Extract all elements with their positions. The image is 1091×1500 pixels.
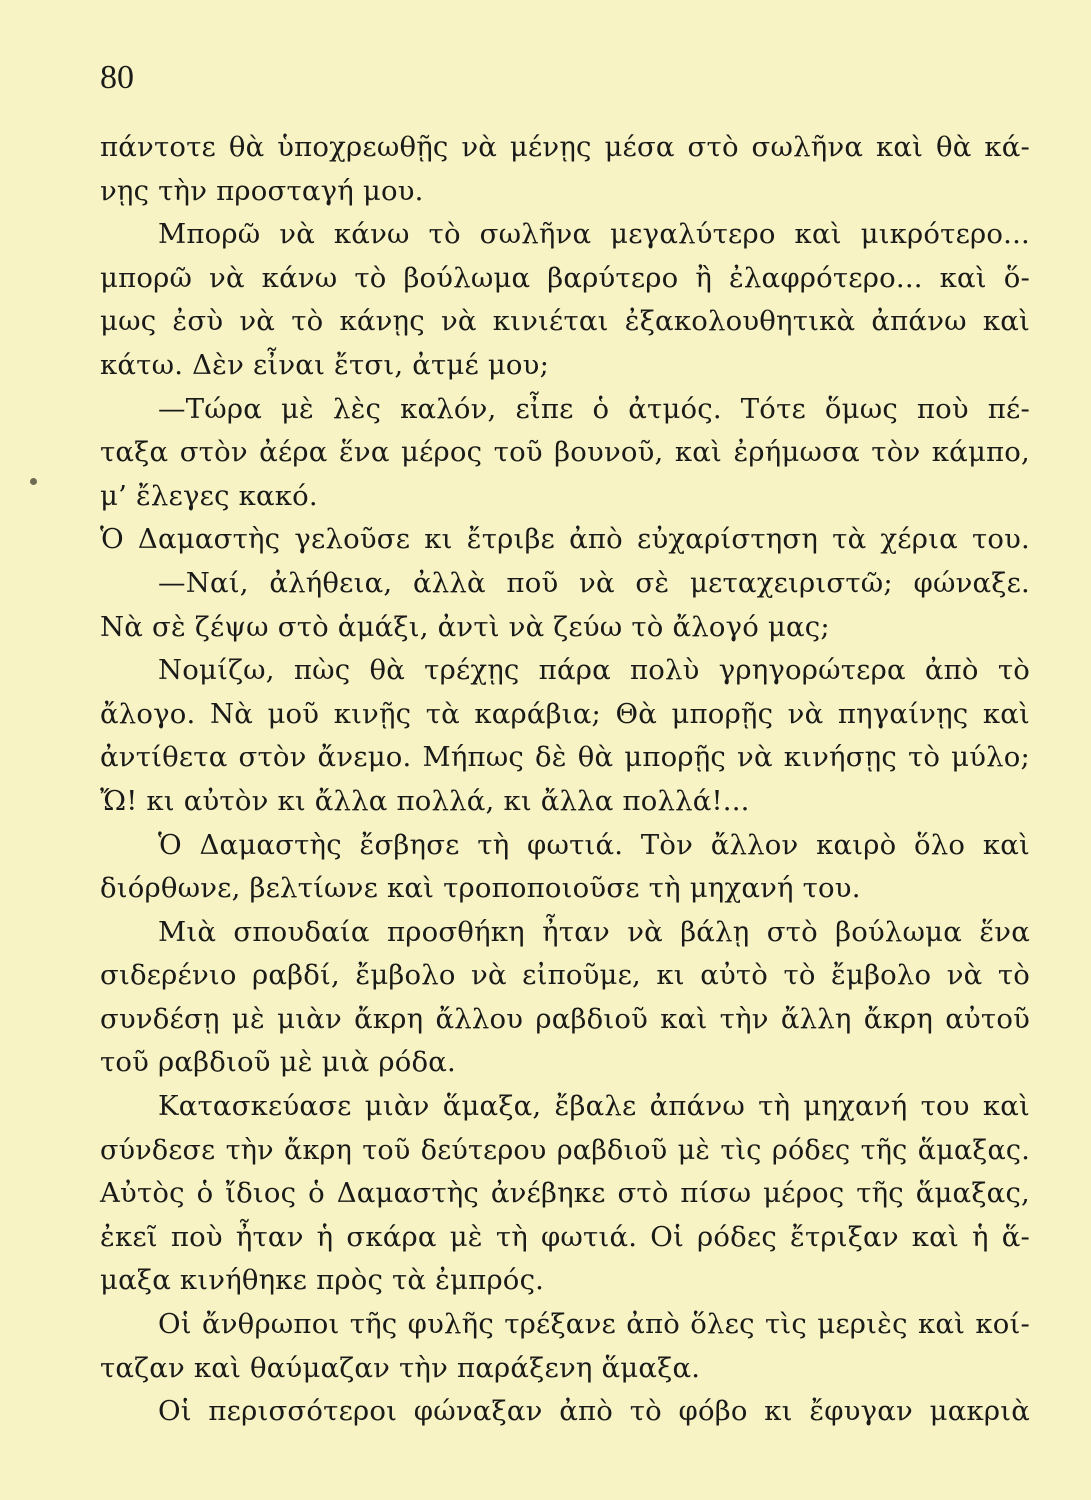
text-line: Μιὰ σπουδαία προσθήκη ἦταν νὰ βάλῃ στὸ βούλωμα ἕνα	[158, 915, 1030, 948]
text-line: Οἱ περισσότεροι φώναξαν ἀπὸ τὸ φόβο κι ἔφυγαν μακριὰ	[158, 1395, 1030, 1428]
text-line: μπορῶ νὰ κάνω τὸ βούλωμα βαρύτερο ἢ ἐλαφρότερο... καὶ ὅ-	[100, 261, 1030, 294]
text-line: Νομίζω, πὼς θὰ τρέχῃς πάρα πολὺ γρηγορώτερα ἀπὸ τὸ	[158, 654, 1030, 687]
margin-mark	[30, 478, 37, 485]
text-line: Οἱ ἄνθρωποι τῆς φυλῆς τρέξανε ἀπὸ ὅλες τὶς μεριὲς καὶ κοί-	[158, 1308, 1030, 1341]
text-line: Αὐτὸς ὁ ἴδιος ὁ Δαμαστὴς ἀνέβηκε στὸ πίσω μέρος τῆς ἅμαξας,	[100, 1177, 1030, 1210]
text-line: ταζαν καὶ θαύμαζαν τὴν παράξενη ἅμαξα.	[100, 1351, 701, 1384]
text-line: ἄλογο. Νὰ μοῦ κινῇς τὰ καράβια; Θὰ μπορῇς νὰ πηγαίνῃς καὶ	[100, 697, 1030, 730]
text-line: τοῦ ραβδιοῦ μὲ μιὰ ρόδα.	[100, 1046, 456, 1079]
text-line: μ’ ἔλεγες κακό.	[100, 479, 318, 512]
text-line: —Ναί, ἀλήθεια, ἀλλὰ ποῦ νὰ σὲ μεταχειριστῶ; φώναξε.	[158, 566, 1030, 599]
text-line: Ὤ! κι αὐτὸν κι ἄλλα πολλά, κι ἄλλα πολλά!...	[100, 784, 750, 817]
text-line: μαξα κινήθηκε πρὸς τὰ ἐμπρός.	[100, 1264, 545, 1297]
text-line: νῃς τὴν προσταγή μου.	[100, 174, 424, 207]
text-line: Ὁ Δαμαστὴς γελοῦσε κι ἔτριβε ἀπὸ εὐχαρίστηση τὰ χέρια του.	[100, 523, 1030, 556]
text-line: ταξα στὸν ἀέρα ἕνα μέρος τοῦ βουνοῦ, καὶ ἐρήμωσα τὸν κάμπο,	[100, 436, 1030, 469]
text-line: σύνδεσε τὴν ἄκρη τοῦ δεύτερου ραβδιοῦ μὲ τὶς ρόδες τῆς ἅμαξας.	[100, 1134, 1030, 1166]
text-line: Ὁ Δαμαστὴς ἔσβησε τὴ φωτιά. Τὸν ἄλλον καιρὸ ὅλο καὶ	[158, 828, 1030, 861]
text-line: ἀντίθετα στὸν ἄνεμο. Μήπως δὲ θὰ μπορῇς νὰ κινήσῃς τὸ μύλο;	[100, 741, 1030, 774]
page-number: 80	[100, 59, 134, 96]
text-line: κάτω. Δὲν εἶναι ἔτσι, ἀτμέ μου;	[100, 348, 550, 381]
text-line: ἐκεῖ ποὺ ἦταν ἡ σκάρα μὲ τὴ φωτιά. Οἱ ρόδες ἔτριξαν καὶ ἡ ἅ-	[100, 1220, 1030, 1253]
page-text	[100, 126, 1030, 1434]
text-line: Μπορῶ νὰ κάνω τὸ σωλῆνα μεγαλύτερο καὶ μικρότερο...	[158, 218, 1030, 251]
text-line: συνδέσῃ μὲ μιὰν ἄκρη ἄλλου ραβδιοῦ καὶ τὴν ἄλλη ἄκρη αὐτοῦ	[100, 1002, 1030, 1035]
text-line: Νὰ σὲ ζέψω στὸ ἁμάξι, ἀντὶ νὰ ζεύω τὸ ἄλογό μας;	[100, 610, 830, 643]
text-line: μως ἐσὺ νὰ τὸ κάνῃς νὰ κινιέται ἐξακολουθητικὰ ἀπάνω καὶ	[100, 305, 1030, 338]
text-line: σιδερένιο ραβδί, ἔμβολο νὰ εἰποῦμε, κι αὐτὸ τὸ ἔμβολο νὰ τὸ	[100, 959, 1030, 992]
text-line: πάντοτε θὰ ὑποχρεωθῇς νὰ μένῃς μέσα στὸ σωλῆνα καὶ θὰ κά-	[100, 131, 1030, 163]
text-line: —Τώρα μὲ λὲς καλόν, εἶπε ὁ ἀτμός. Τότε ὅμως ποὺ πέ-	[158, 392, 1030, 425]
text-line: διόρθωνε, βελτίωνε καὶ τροποποιοῦσε τὴ μηχανή του.	[100, 872, 861, 905]
text-line: Κατασκεύασε μιὰν ἅμαξα, ἔβαλε ἀπάνω τὴ μηχανή του καὶ	[158, 1090, 1030, 1123]
